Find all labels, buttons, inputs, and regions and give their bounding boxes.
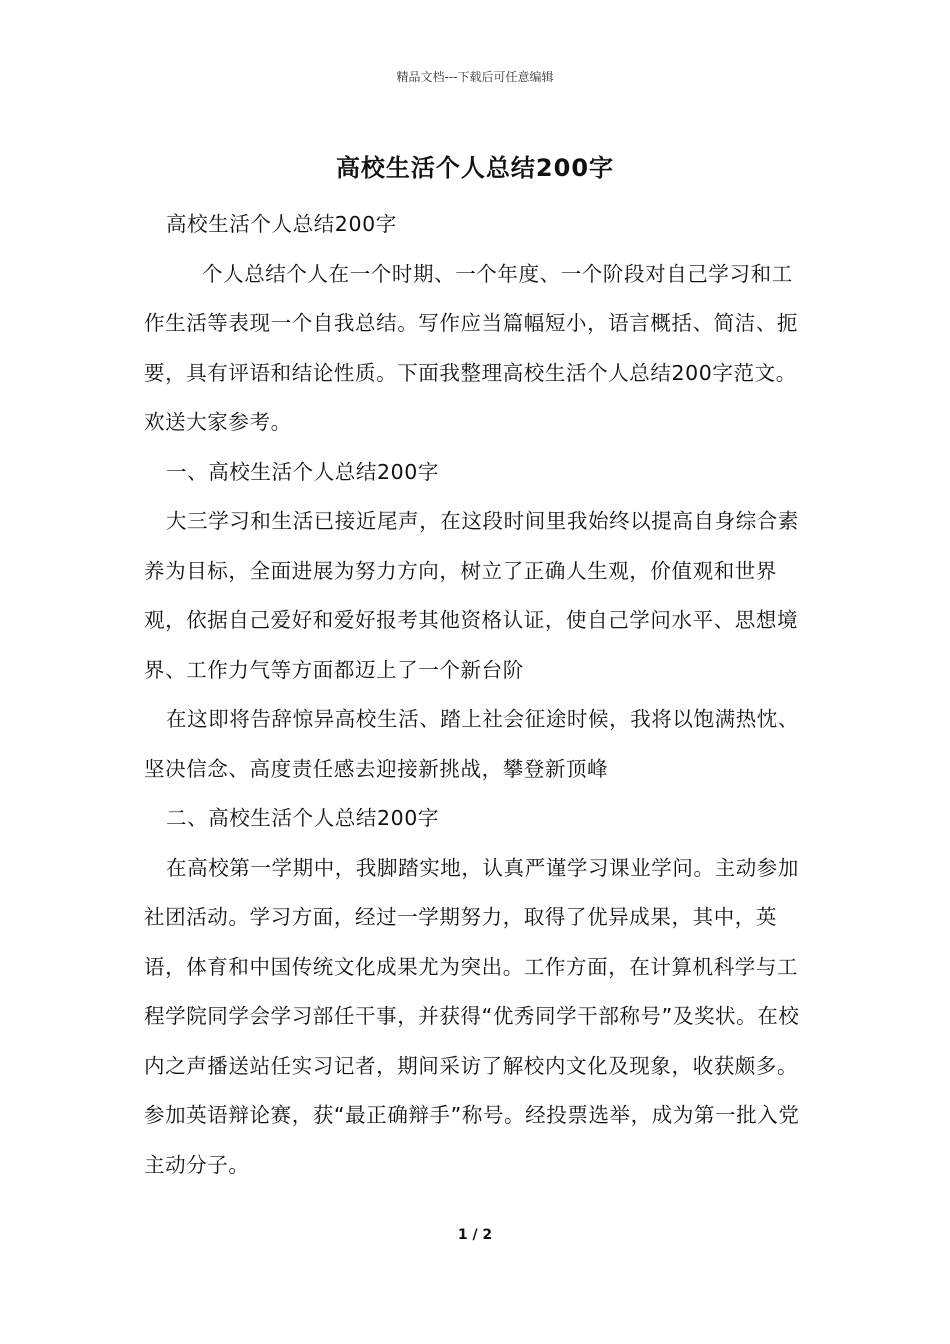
section-1-paragraph-2: 在这即将告辞惊异高校生活、踏上社会征途时候，我将以饱满热忱、坚决信念、高度责任感去迎接新挑战，攀登新顶峰 — [144, 707, 799, 781]
document-body — [144, 200, 808, 1190]
section-heading-2: 二、高校生活个人总结200字 — [166, 806, 440, 830]
section-heading-1: 一、高校生活个人总结200字 — [166, 459, 440, 484]
document-title: 高校生活个人总结200字 — [335, 154, 615, 182]
section-2-paragraph-1: 在高校第一学期中，我脚踏实地，认真严谨学习课业学问。主动参加社团活动。学习方面，经过一学期努力，取得了优异成果，其中，英语，体育和中国传统文化成果尤为突出。工作方面，在计算机科学与工程学院同学会学习部任干事，并获得“优秀同学干部称号”及奖状。在校内之声播送站任实习记者，期间采访了解校内文化及现象，收获颇多。参加英语辩论赛，获“最正确辩手”称号。经投票选举，成为第一批入党主动分子。 — [144, 855, 800, 1177]
header-note: 精品文档---下载后可任意编辑 — [396, 70, 554, 84]
page-number: 1 / 2 — [457, 1227, 493, 1243]
intro-paragraph: 个人总结个人在一个时期、一个年度、一个阶段对自己学习和工作生活等表现一个自我总结。写作应当篇幅短小，语言概括、简洁、扼要，具有评语和结论性质。下面我整理高校生活个人总结200字范文。欢送大家参考。 — [144, 261, 799, 434]
section-1-paragraph-1: 大三学习和生活已接近尾声，在这段时间里我始终以提高自身综合素养为目标，全面进展为努力方向，树立了正确人生观，价值观和世界观，依据自己爱好和爱好报考其他资格认证，使自己学问水平、思想境界、工作力气等方面都迈上了一个新台阶 — [144, 509, 799, 682]
subtitle-paragraph: 高校生活个人总结200字 — [166, 212, 397, 236]
